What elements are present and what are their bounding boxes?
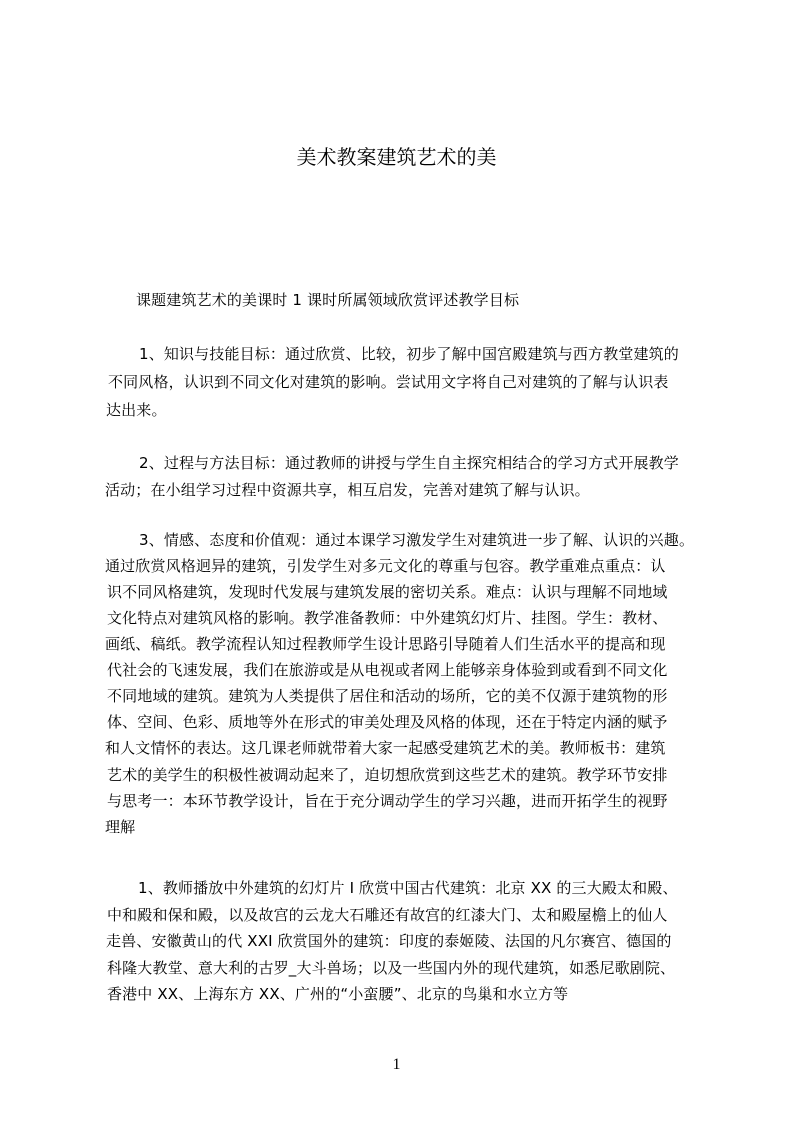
paragraph-5-line-5: 香港中 XX、上海东方 XX、广州的“小蛮腰”、北京的鸟巢和水立方等 bbox=[107, 985, 569, 1003]
page-title: 美术教案建筑艺术的美 bbox=[296, 145, 497, 169]
paragraph-1-line-1: 课题建筑艺术的美课时 1 课时所属领域欣赏评述教学目标 bbox=[136, 291, 520, 309]
paragraph-4-line-2: 通过欣赏风格迥异的建筑，引发学生对多元文化的尊重与包容。教学重难点重点：认 bbox=[105, 557, 666, 575]
paragraph-2-line-2: 不同风格，认识到不同文化对建筑的影响。尝试用文字将自己对建筑的了解与认识表 bbox=[108, 373, 669, 391]
paragraph-4-line-10: 艺术的美学生的积极性被调动起来了，迫切想欣赏到这些艺术的建筑。教学环节安排 bbox=[107, 766, 668, 784]
paragraph-4-line-12: 理解 bbox=[105, 818, 136, 836]
paragraph-4-line-11: 与思考一：本环节教学设计，旨在于充分调动学生的学习兴趣，进而开拓学生的视野 bbox=[107, 792, 668, 810]
paragraph-5-line-1: 1、教师播放中外建筑的幻灯片 I 欣赏中国古代建筑：北京 XX 的三大殿太和殿、 bbox=[138, 879, 678, 897]
paragraph-5-line-3: 走兽、安徽黄山的代 XXI 欣赏国外的建筑：印度的泰姬陵、法国的凡尔赛宫、德国的 bbox=[106, 932, 672, 950]
paragraph-4-line-6: 代社会的飞速发展，我们在旅游或是从电视或者网上能够亲身体验到或看到不同文化 bbox=[107, 661, 668, 679]
paragraph-4-line-7: 不同地域的建筑。建筑为人类提供了居住和活动的场所，它的美不仅源于建筑物的形 bbox=[107, 687, 668, 705]
paragraph-2-line-3: 达出来。 bbox=[106, 401, 167, 419]
paragraph-2-line-1: 1、知识与技能目标：通过欣赏、比较，初步了解中国宫殿建筑与西方教堂建筑的 bbox=[139, 345, 679, 363]
paragraph-4-line-1: 3、情感、态度和价值观：通过本课学习激发学生对建筑进一步了解、认识的兴趣。 bbox=[139, 531, 695, 549]
paragraph-5-line-2: 中和殿和保和殿，以及故宫的云龙大石雕还有故宫的红漆大门、太和殿屋檐上的仙人 bbox=[107, 906, 668, 924]
paragraph-3-line-1: 2、过程与方法目标：通过教师的讲授与学生自主探究相结合的学习方式开展教学 bbox=[139, 454, 679, 472]
paragraph-5-line-4: 科隆大教堂、意大利的古罗_大斗兽场；以及一些国内外的现代建筑，如悉尼歌剧院、 bbox=[107, 959, 676, 977]
paragraph-4-line-8: 体、空间、色彩、质地等外在形式的审美处理及风格的体现，还在于特定内涵的赋予 bbox=[107, 713, 668, 731]
paragraph-4-line-5: 画纸、稿纸。教学流程认知过程教师学生设计思路引导随着人们生活水平的提高和现 bbox=[105, 635, 666, 653]
page-number: 1 bbox=[392, 1056, 401, 1073]
paragraph-4-line-4: 文化特点对建筑风格的影响。教学准备教师：中外建筑幻灯片、挂图。学生：教材、 bbox=[107, 609, 668, 627]
paragraph-3-line-2: 活动；在小组学习过程中资源共享，相互启发，完善对建筑了解与认识。 bbox=[105, 481, 590, 499]
paragraph-4-line-9: 和人文情怀的表达。这几课老师就带着大家一起感受建筑艺术的美。教师板书：建筑 bbox=[105, 739, 666, 757]
paragraph-4-line-3: 识不同风格建筑，发现时代发展与建筑发展的密切关系。难点：认识与理解不同地域 bbox=[107, 583, 668, 601]
